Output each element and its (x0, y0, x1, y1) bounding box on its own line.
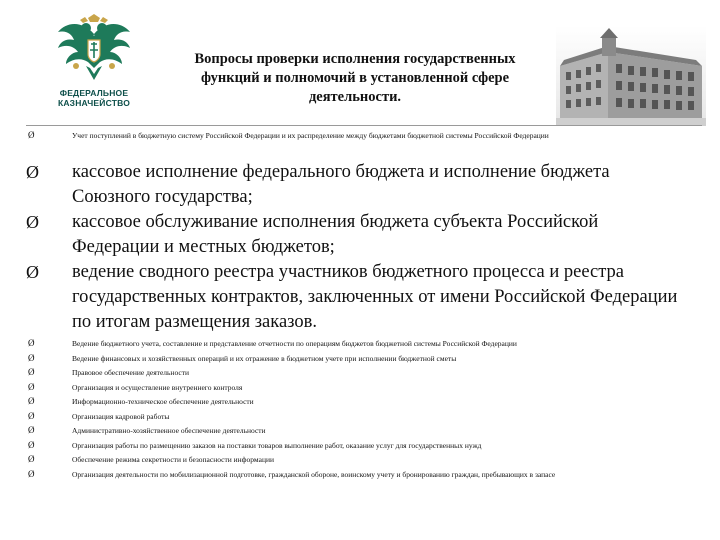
logo-caption (52, 88, 136, 108)
arrow-bullet-icon: Ø (26, 262, 39, 282)
eagle-emblem-icon (52, 14, 136, 86)
arrow-bullet-icon: Ø (28, 338, 35, 348)
logo-line-2: КАЗНАЧЕЙСТВО (57, 98, 131, 108)
list-item-text: Организация работы по размещению заказов на поставки товаров выполнение работ, оказание услуг для государственных нужд (72, 440, 482, 450)
list-item (0, 354, 720, 369)
building-image (556, 26, 706, 126)
arrow-bullet-icon: Ø (28, 352, 35, 363)
list-item-text: Организация кадровой работы (72, 411, 170, 421)
arrow-bullet-icon: Ø (28, 381, 35, 392)
list-item-text: Ведение финансовых и хозяйственных операций и их отражение в бюджетном учете при исполнении бюджетной сметы (72, 353, 457, 363)
arrow-bullet-icon: Ø (28, 410, 35, 421)
list-item (0, 426, 720, 441)
list-item (0, 455, 720, 470)
list-item (0, 260, 720, 335)
treasury-building-icon (556, 26, 706, 126)
list-top (0, 131, 720, 146)
list-item-text: кассовое обслуживание исполнения бюджета субъекта Российской Федерации и местных бюджетов; (72, 212, 599, 257)
list-item (0, 412, 720, 427)
federal-treasury-logo (52, 14, 136, 114)
list-main (0, 160, 720, 335)
arrow-bullet-icon: Ø (28, 468, 35, 479)
list-item-text: Учет поступлений в бюджетную систему Российской Федерации и их распределение между бюджетами бюджетной системы Российской Федерации (72, 131, 549, 140)
arrow-bullet-icon: Ø (28, 425, 35, 435)
header-divider (26, 125, 702, 126)
list-item-text: Информационно-техническое обеспечение деятельности (72, 397, 254, 406)
list-item (0, 397, 720, 412)
arrow-bullet-icon: Ø (28, 396, 35, 406)
arrow-bullet-icon: Ø (28, 367, 35, 377)
list-item (0, 441, 720, 456)
arrow-bullet-icon: Ø (26, 212, 39, 232)
list-item-text: Организация и осуществление внутреннего контроля (72, 382, 243, 392)
list-item-text: кассовое исполнение федерального бюджета и исполнение бюджета Союзного государства; (72, 162, 610, 207)
list-item (0, 470, 720, 485)
list-item-text: Правовое обеспечение деятельности (72, 368, 190, 377)
header (0, 0, 720, 128)
list-item (0, 160, 720, 210)
arrow-bullet-icon: Ø (26, 162, 39, 182)
list-item-text: Ведение бюджетного учета, составление и представление отчетности по операциям бюджетов бюджетной системы Российской Федерации (72, 339, 517, 348)
list-item (0, 210, 720, 260)
list-item-text: Обеспечение режима секретности и безопасности информации (72, 455, 274, 464)
list-bottom (0, 339, 720, 484)
logo-line-1: ФЕДЕРАЛЬНОЕ (59, 88, 129, 98)
page-title (170, 50, 540, 107)
list-item (0, 368, 720, 383)
title-line-3: деятельности. (308, 89, 402, 105)
title-line-2: функций и полномочий в установленной сфере (200, 70, 510, 86)
list-item (0, 383, 720, 398)
arrow-bullet-icon: Ø (28, 130, 35, 140)
arrow-bullet-icon: Ø (28, 439, 35, 450)
list-item (0, 131, 720, 146)
list-item (0, 339, 720, 354)
list-item-text: Организация деятельности по мобилизационной подготовке, гражданской обороне, воинскому учету и бронированию граждан, пребывающих в запасе (72, 469, 556, 479)
title-line-1: Вопросы проверки исполнения государственных (194, 51, 516, 67)
arrow-bullet-icon: Ø (28, 454, 35, 464)
list-item-text: Административно-хозяйственное обеспечение деятельности (72, 426, 266, 435)
list-item-text: ведение сводного реестра участников бюджетного процесса и реестра государственных контрактов, заключенных от имени Российской Федерации по итогам размещения заказов. (72, 262, 678, 332)
